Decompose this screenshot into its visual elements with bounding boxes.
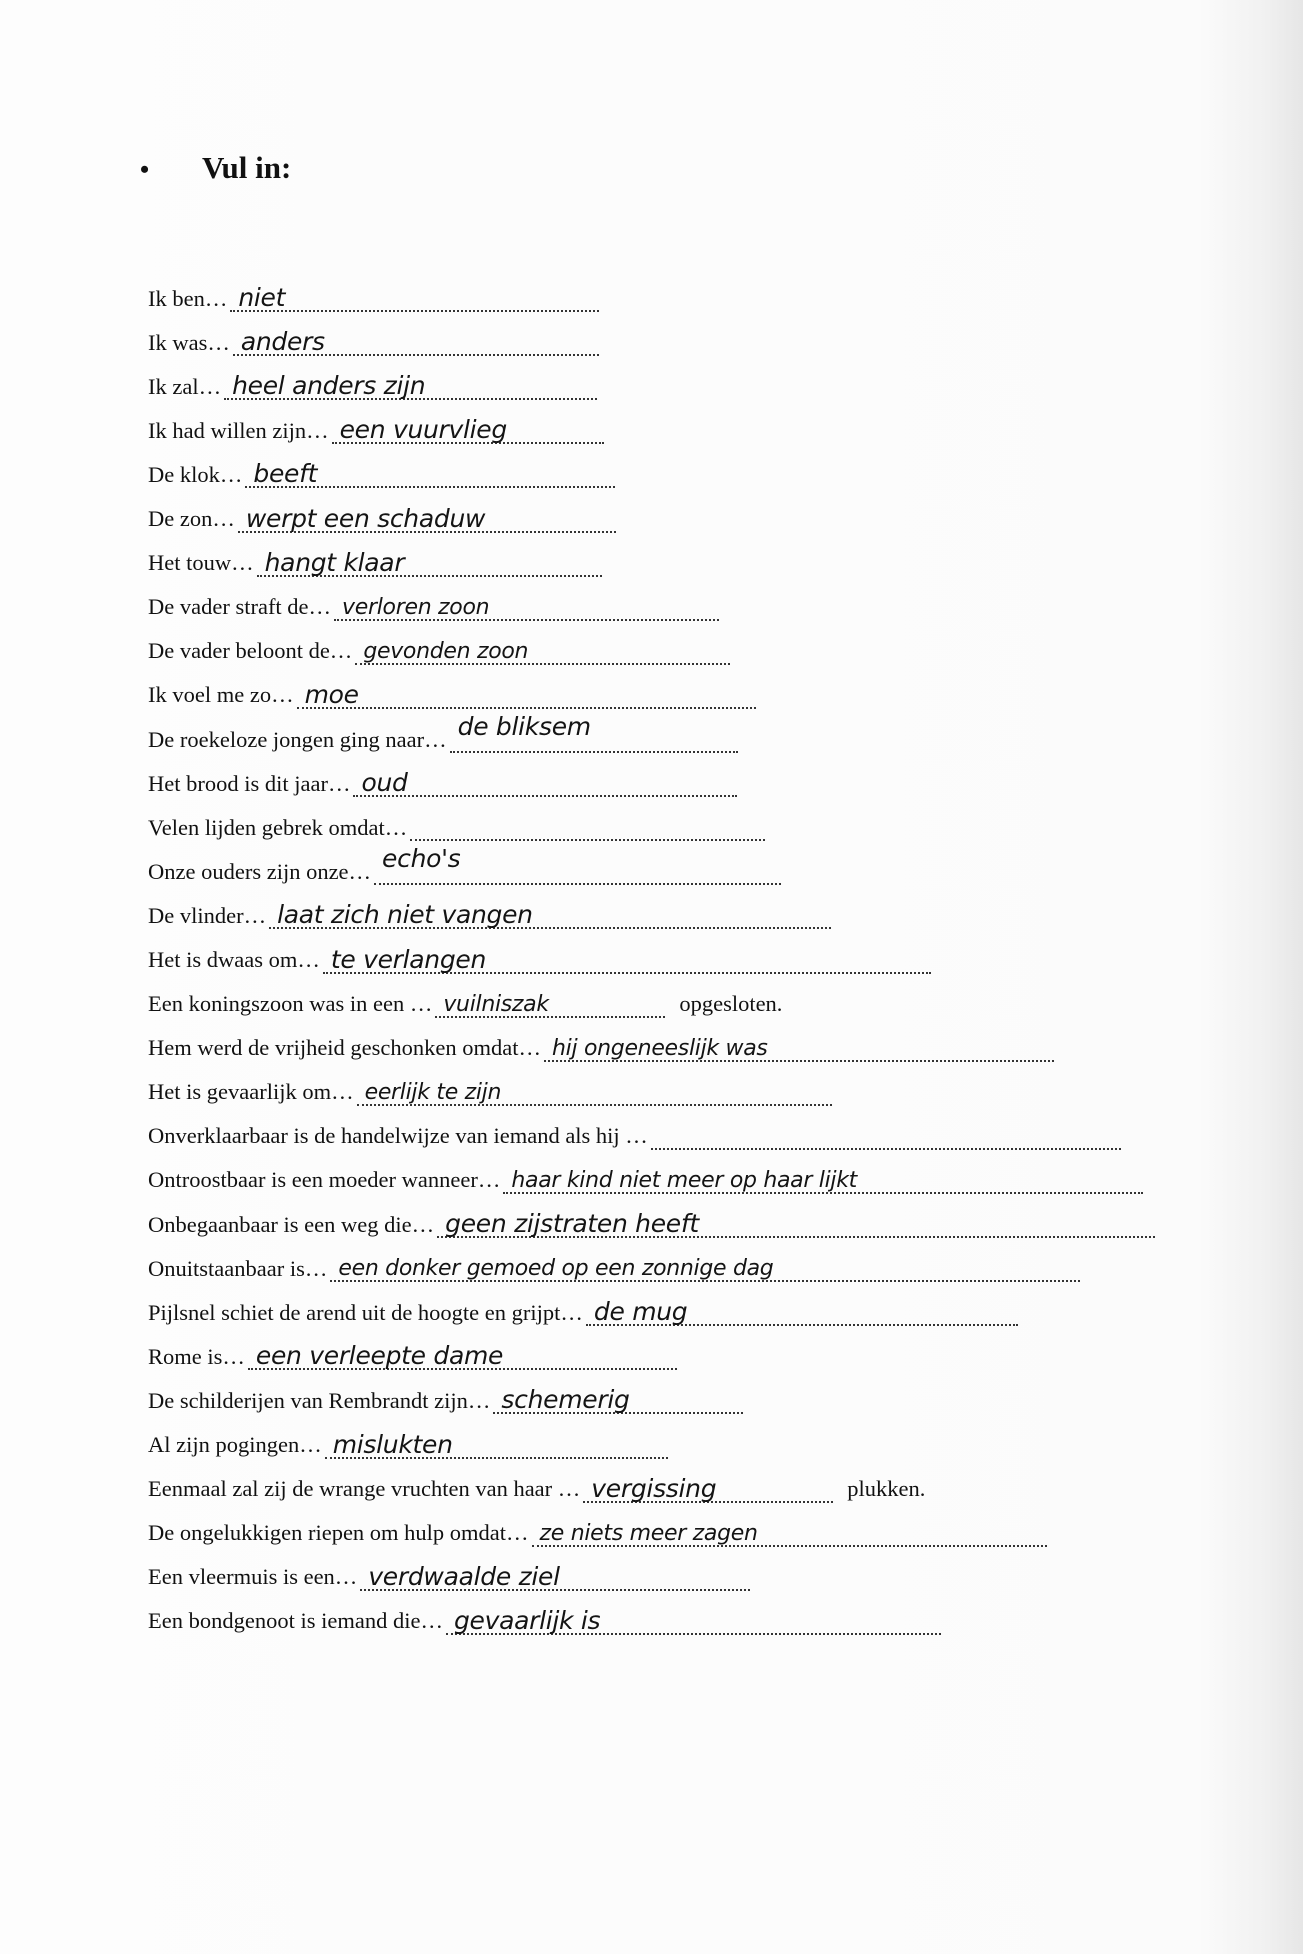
line-prompt: Pijlsnel schiet de arend uit de hoogte en grijpt… bbox=[148, 1299, 583, 1325]
line-prompt: De klok… bbox=[148, 461, 243, 487]
line-suffix: plukken. bbox=[847, 1476, 926, 1502]
handwritten-answer: de bliksem bbox=[457, 712, 591, 742]
answer-blank[interactable] bbox=[323, 944, 931, 974]
line-prompt: Het brood is dit jaar… bbox=[148, 770, 351, 796]
line-prompt: Ik ben… bbox=[148, 285, 228, 311]
answer-blank[interactable] bbox=[353, 768, 737, 798]
handwritten-answer: verloren zoon bbox=[342, 594, 490, 620]
answer-blank[interactable] bbox=[248, 1341, 677, 1371]
line-prompt: De vlinder… bbox=[148, 902, 267, 928]
answer-blank[interactable] bbox=[330, 1256, 1080, 1282]
fill-in-line bbox=[148, 533, 1155, 577]
fill-in-line bbox=[148, 488, 1155, 532]
fill-in-list bbox=[148, 268, 1155, 1635]
fill-in-line bbox=[148, 1547, 1155, 1591]
fill-in-line bbox=[148, 665, 1155, 709]
answer-blank[interactable] bbox=[233, 327, 599, 357]
answer-blank[interactable] bbox=[360, 1561, 750, 1591]
line-prompt: De roekeloze jongen ging naar… bbox=[148, 726, 447, 752]
line-prompt: Ik zal… bbox=[148, 373, 222, 399]
handwritten-answer: te verlangen bbox=[330, 944, 487, 974]
line-prompt: Onuitstaanbaar is… bbox=[148, 1255, 328, 1281]
heading bbox=[140, 150, 291, 186]
handwritten-answer: verdwaalde ziel bbox=[368, 1561, 560, 1591]
fill-in-line bbox=[148, 400, 1155, 444]
handwritten-answer: moe bbox=[304, 679, 359, 709]
handwritten-answer: haar kind niet meer op haar lijkt bbox=[511, 1167, 857, 1193]
line-prompt: Rome is… bbox=[148, 1343, 245, 1369]
handwritten-answer: een verleepte dame bbox=[255, 1341, 504, 1371]
handwritten-answer: een vuurvlieg bbox=[339, 415, 507, 445]
handwritten-answer: geen zijstraten heeft bbox=[445, 1209, 699, 1239]
answer-blank[interactable] bbox=[332, 415, 604, 445]
answer-blank[interactable] bbox=[532, 1521, 1047, 1547]
answer-blank[interactable] bbox=[503, 1168, 1143, 1194]
line-prompt: De vader straft de… bbox=[148, 594, 332, 620]
line-prompt: Ontroostbaar is een moeder wanneer… bbox=[148, 1167, 501, 1193]
answer-blank[interactable] bbox=[257, 547, 602, 577]
fill-in-line bbox=[148, 709, 1155, 753]
handwritten-answer: mislukten bbox=[332, 1429, 453, 1459]
line-prompt: De schilderijen van Rembrandt zijn… bbox=[148, 1387, 491, 1413]
answer-blank[interactable] bbox=[238, 503, 616, 533]
fill-in-line bbox=[148, 621, 1155, 665]
handwritten-answer: niet bbox=[238, 283, 286, 313]
fill-in-line bbox=[148, 1062, 1155, 1106]
handwritten-answer: werpt een schaduw bbox=[245, 503, 486, 533]
fill-in-line bbox=[148, 1503, 1155, 1547]
answer-blank[interactable] bbox=[245, 459, 615, 489]
fill-in-line bbox=[148, 753, 1155, 797]
answer-blank[interactable] bbox=[446, 1605, 941, 1635]
heading-title: Vul in: bbox=[202, 150, 292, 185]
line-prompt: De zon… bbox=[148, 506, 235, 532]
fill-in-line bbox=[148, 577, 1155, 621]
answer-blank[interactable] bbox=[583, 1473, 833, 1503]
line-prompt: De ongelukkigen riepen om hulp omdat… bbox=[148, 1520, 529, 1546]
handwritten-answer: laat zich niet vangen bbox=[277, 900, 533, 930]
handwritten-answer: oud bbox=[361, 768, 408, 798]
answer-blank[interactable] bbox=[493, 1385, 743, 1415]
line-prompt: Een koningszoon was in een … bbox=[148, 991, 433, 1017]
fill-in-line bbox=[148, 885, 1155, 929]
answer-blank[interactable] bbox=[374, 844, 781, 885]
answer-blank[interactable] bbox=[224, 371, 597, 401]
bullet: • bbox=[140, 155, 150, 184]
fill-in-line bbox=[148, 1194, 1155, 1238]
handwritten-answer: de mug bbox=[593, 1297, 688, 1327]
fill-in-line bbox=[148, 974, 1155, 1018]
line-prompt: De vader beloont de… bbox=[148, 638, 353, 664]
answer-blank[interactable] bbox=[544, 1036, 1054, 1062]
answer-blank[interactable] bbox=[586, 1297, 1018, 1327]
line-prompt: Een vleermuis is een… bbox=[148, 1564, 358, 1590]
fill-in-line bbox=[148, 444, 1155, 488]
line-prompt: Onze ouders zijn onze… bbox=[148, 858, 372, 884]
answer-blank[interactable] bbox=[410, 815, 765, 841]
handwritten-answer: vergissing bbox=[591, 1473, 717, 1503]
fill-in-line bbox=[148, 1326, 1155, 1370]
line-prompt: Hem werd de vrijheid geschonken omdat… bbox=[148, 1035, 542, 1061]
line-prompt: Het is gevaarlijk om… bbox=[148, 1079, 354, 1105]
line-prompt: Onverklaarbaar is de handelwijze van iemand als hij … bbox=[148, 1123, 648, 1149]
line-prompt: Een bondgenoot is iemand die… bbox=[148, 1608, 443, 1634]
line-prompt: Het touw… bbox=[148, 550, 254, 576]
fill-in-line bbox=[148, 268, 1155, 312]
fill-in-line bbox=[148, 1591, 1155, 1635]
answer-blank[interactable] bbox=[435, 992, 665, 1018]
answer-blank[interactable] bbox=[355, 639, 730, 665]
handwritten-answer: een donker gemoed op een zonnige dag bbox=[338, 1256, 774, 1282]
answer-blank[interactable] bbox=[297, 679, 756, 709]
fill-in-line bbox=[148, 1370, 1155, 1414]
fill-in-line bbox=[148, 1106, 1155, 1150]
fill-in-line bbox=[148, 312, 1155, 356]
answer-blank[interactable] bbox=[269, 900, 831, 930]
fill-in-line bbox=[148, 1238, 1155, 1282]
answer-blank[interactable] bbox=[230, 283, 599, 313]
fill-in-line bbox=[148, 797, 1155, 841]
fill-in-line bbox=[148, 1282, 1155, 1326]
handwritten-answer: schemerig bbox=[501, 1385, 630, 1415]
handwritten-answer: hij ongeneeslijk was bbox=[552, 1035, 768, 1061]
handwritten-answer: echo's bbox=[382, 844, 461, 874]
answer-blank[interactable] bbox=[325, 1429, 668, 1459]
answer-blank[interactable] bbox=[357, 1080, 832, 1106]
line-prompt: Ik was… bbox=[148, 329, 230, 355]
answer-blank[interactable] bbox=[450, 712, 738, 753]
line-prompt: Ik voel me zo… bbox=[148, 682, 294, 708]
answer-blank[interactable] bbox=[437, 1209, 1155, 1239]
handwritten-answer: heel anders zijn bbox=[232, 371, 426, 401]
fill-in-line bbox=[148, 841, 1155, 885]
line-suffix: opgesloten. bbox=[679, 991, 783, 1017]
line-prompt: Velen lijden gebrek omdat… bbox=[148, 814, 408, 840]
answer-blank[interactable] bbox=[651, 1124, 1121, 1150]
handwritten-answer: gevaarlijk is bbox=[453, 1605, 601, 1635]
handwritten-answer: anders bbox=[240, 327, 325, 357]
fill-in-line bbox=[148, 1018, 1155, 1062]
handwritten-answer: vuilniszak bbox=[443, 991, 549, 1017]
fill-in-line bbox=[148, 1414, 1155, 1458]
handwritten-answer: beeft bbox=[253, 459, 318, 489]
line-prompt: Het is dwaas om… bbox=[148, 947, 320, 972]
fill-in-line bbox=[148, 929, 1155, 973]
handwritten-answer: eerlijk te zijn bbox=[364, 1079, 502, 1105]
fill-in-line bbox=[148, 356, 1155, 400]
fill-in-line bbox=[148, 1459, 1155, 1503]
line-prompt: Onbegaanbaar is een weg die… bbox=[148, 1211, 435, 1237]
handwritten-answer: gevonden zoon bbox=[363, 638, 529, 664]
handwritten-answer: hangt klaar bbox=[264, 547, 405, 577]
answer-blank[interactable] bbox=[334, 595, 719, 621]
handwritten-answer: ze niets meer zagen bbox=[539, 1520, 758, 1546]
fill-in-line bbox=[148, 1150, 1155, 1194]
line-prompt: Al zijn pogingen… bbox=[148, 1432, 322, 1458]
line-prompt: Ik had willen zijn… bbox=[148, 417, 329, 443]
line-prompt: Eenmaal zal zij de wrange vruchten van haar … bbox=[148, 1476, 581, 1502]
